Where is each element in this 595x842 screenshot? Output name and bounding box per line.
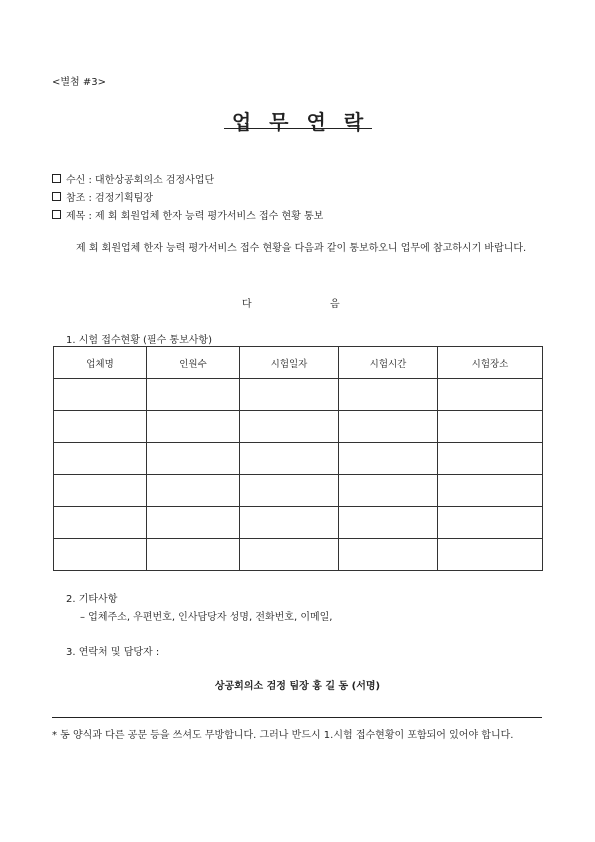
table-cell[interactable] bbox=[240, 379, 339, 411]
checkbox-icon bbox=[52, 210, 61, 219]
section2-item: – 업체주소, 우편번호, 인사담당자 성명, 전화번호, 이메일, bbox=[80, 612, 333, 623]
table-cell[interactable] bbox=[147, 475, 240, 507]
page-title bbox=[0, 106, 595, 135]
table-cell[interactable] bbox=[147, 443, 240, 475]
section3-heading: 3. 연락처 및 담당자 : bbox=[66, 647, 160, 658]
table-cell[interactable] bbox=[54, 379, 147, 411]
table-cell[interactable] bbox=[147, 379, 240, 411]
table-cell[interactable] bbox=[339, 411, 438, 443]
table-cell[interactable] bbox=[240, 443, 339, 475]
recipient-text: 수신 : 대한상공회의소 검정사업단 bbox=[66, 175, 215, 186]
recipient-line bbox=[52, 171, 214, 186]
section1-heading: 1. 시험 접수현황 (필수 통보사항) bbox=[66, 335, 212, 346]
table-cell[interactable] bbox=[438, 507, 543, 539]
table-cell[interactable] bbox=[339, 475, 438, 507]
title-char: 락 bbox=[343, 110, 364, 134]
table-cell[interactable] bbox=[240, 539, 339, 571]
table-row bbox=[54, 475, 543, 507]
signature-line: 상공회의소 검정 팀장 홍 길 동 (서명) bbox=[214, 681, 381, 692]
body-paragraph: 제 회 회원업체 한자 능력 평가서비스 접수 현황을 다음과 같이 통보하오니 업무에 참고하시기 바랍니다. bbox=[76, 243, 527, 254]
table-cell[interactable] bbox=[339, 379, 438, 411]
column-header: 인원수 bbox=[147, 347, 240, 379]
table-cell[interactable] bbox=[147, 411, 240, 443]
checkbox-icon bbox=[52, 192, 61, 201]
form-label: <별첨 #3> bbox=[52, 77, 106, 88]
table-cell[interactable] bbox=[54, 475, 147, 507]
section2-heading: 2. 기타사항 bbox=[66, 594, 118, 605]
divider bbox=[52, 717, 542, 718]
table-cell[interactable] bbox=[240, 411, 339, 443]
center-heading-char: 음 bbox=[330, 299, 340, 310]
table-cell[interactable] bbox=[54, 539, 147, 571]
table-cell[interactable] bbox=[339, 507, 438, 539]
table-cell[interactable] bbox=[438, 475, 543, 507]
subject-text: 제목 : 제 회 회원업체 한자 능력 평가서비스 접수 현황 통보 bbox=[66, 211, 324, 222]
table-row bbox=[54, 507, 543, 539]
table-cell[interactable] bbox=[147, 539, 240, 571]
table-cell[interactable] bbox=[147, 507, 240, 539]
checkbox-icon bbox=[52, 174, 61, 183]
column-header: 시험일자 bbox=[240, 347, 339, 379]
exam-status-table bbox=[53, 346, 543, 571]
title-char: 업 bbox=[231, 110, 252, 134]
table-row bbox=[54, 379, 543, 411]
table-cell[interactable] bbox=[54, 411, 147, 443]
center-heading-char: 다 bbox=[242, 299, 252, 310]
footnote: * 동 양식과 다른 공문 등을 쓰셔도 무방합니다. 그러나 반드시 1.시험 접수현황이 포함되어 있어야 합니다. bbox=[52, 730, 514, 741]
table-row bbox=[54, 539, 543, 571]
title-char: 무 bbox=[269, 110, 289, 134]
title-underline bbox=[224, 128, 372, 129]
column-header: 시험시간 bbox=[339, 347, 438, 379]
reference-line bbox=[52, 189, 153, 204]
column-header: 업체명 bbox=[54, 347, 147, 379]
table-cell[interactable] bbox=[438, 443, 543, 475]
reference-text: 참조 : 검정기획팀장 bbox=[66, 193, 154, 204]
title-char: 연 bbox=[306, 110, 326, 134]
table-row bbox=[54, 411, 543, 443]
table-cell[interactable] bbox=[54, 507, 147, 539]
table-cell[interactable] bbox=[240, 507, 339, 539]
table-cell[interactable] bbox=[438, 411, 543, 443]
table-cell[interactable] bbox=[240, 475, 339, 507]
table-cell[interactable] bbox=[438, 379, 543, 411]
subject-line bbox=[52, 207, 323, 222]
table-cell[interactable] bbox=[54, 443, 147, 475]
table-cell[interactable] bbox=[438, 539, 543, 571]
table-cell[interactable] bbox=[339, 443, 438, 475]
table-cell[interactable] bbox=[339, 539, 438, 571]
table-header-row bbox=[54, 347, 543, 379]
table-row bbox=[54, 443, 543, 475]
column-header: 시험장소 bbox=[438, 347, 543, 379]
